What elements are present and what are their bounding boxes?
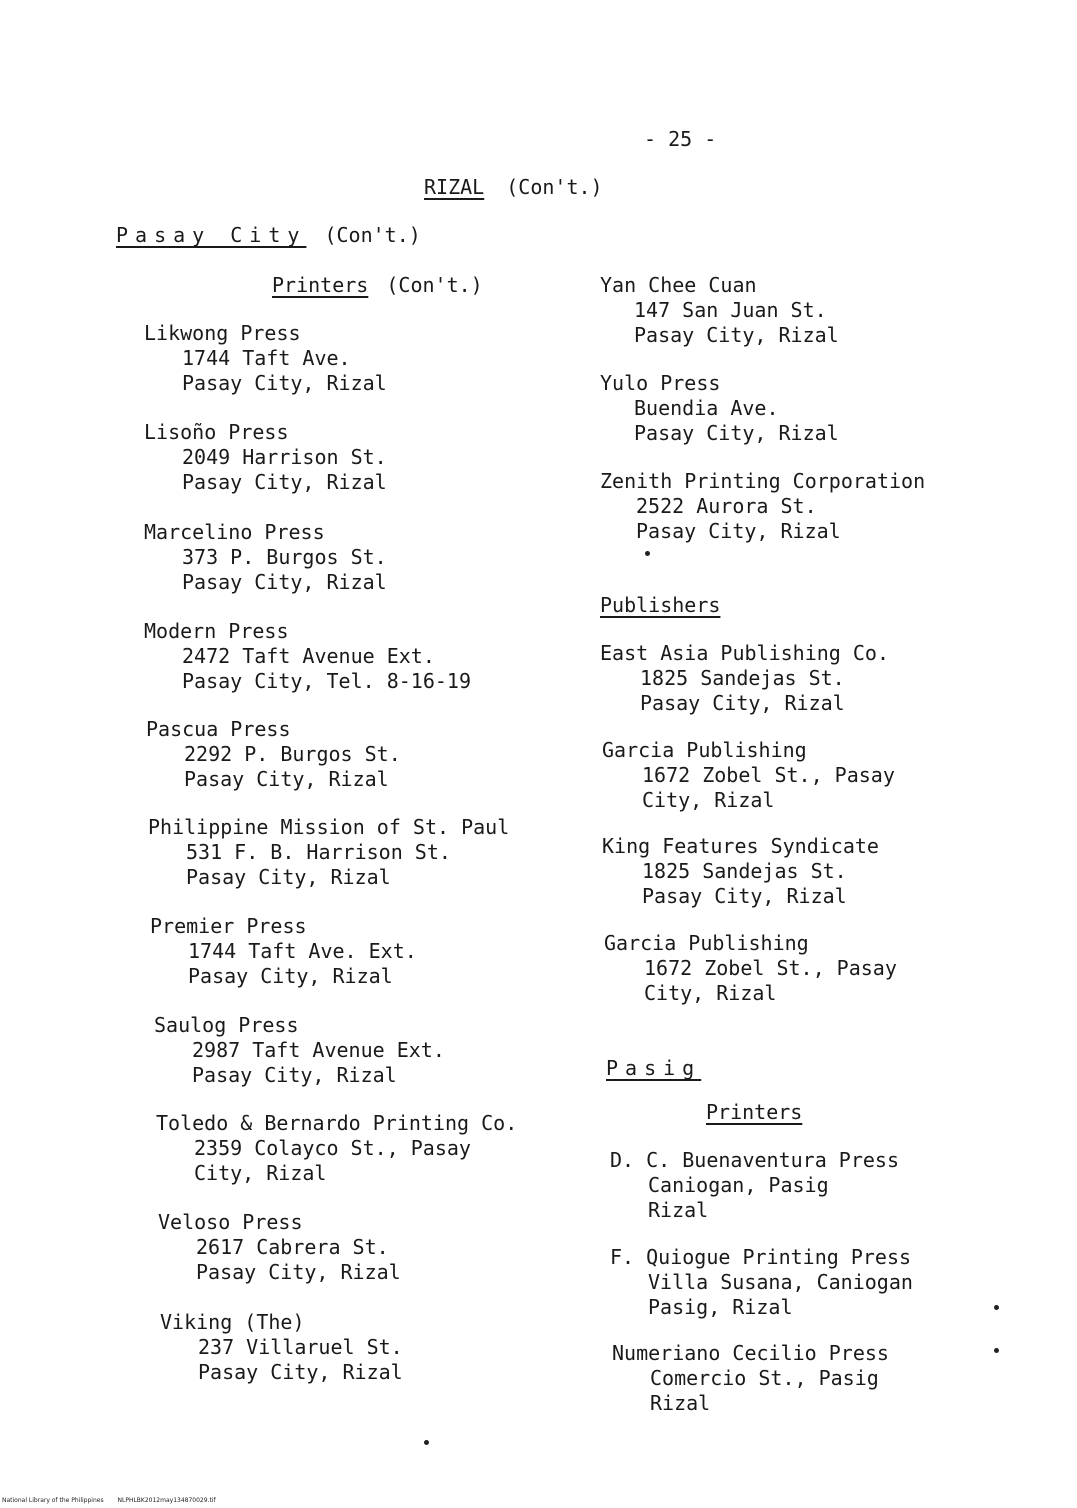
entry-city: Pasay City, Rizal (634, 421, 839, 445)
list-item (150, 914, 417, 989)
list-item (602, 834, 879, 909)
region-name: RIZAL (424, 175, 485, 199)
page-number: - 25 - (644, 127, 717, 151)
list-item (600, 371, 839, 446)
ink-speck (424, 1440, 429, 1445)
entry-address: 147 San Juan St. (634, 298, 827, 322)
list-item (156, 1111, 517, 1186)
entry-name: Lisoño Press (144, 420, 289, 444)
entry-name: Garcia Publishing (602, 738, 807, 762)
entry-address: 2617 Cabrera St. (196, 1235, 389, 1259)
entry-city: Pasay City, Rizal (182, 371, 387, 395)
entry-city: Pasay City, Tel. 8-16-19 (182, 669, 471, 693)
entry-address: 1825 Sandejas St. (640, 666, 845, 690)
entry-address: 531 F. B. Harrison St. (186, 840, 451, 864)
ink-speck (994, 1305, 999, 1310)
list-item (160, 1310, 403, 1385)
list-item (604, 931, 897, 1006)
entry-address: 2472 Taft Avenue Ext. (182, 644, 435, 668)
entry-address: 1744 Taft Ave. (182, 346, 351, 370)
entry-city: Pasay City, Rizal (182, 470, 387, 494)
entry-city: City, Rizal (642, 788, 775, 812)
list-item (144, 619, 471, 694)
entry-city: Pasay City, Rizal (634, 323, 839, 347)
entry-city: Rizal (650, 1391, 711, 1415)
entry-name: Garcia Publishing (604, 931, 809, 955)
entry-address: 2522 Aurora St. (636, 494, 817, 518)
entry-name: Toledo & Bernardo Printing Co. (156, 1111, 518, 1135)
list-item (612, 1341, 889, 1416)
pasig-printers-heading: Printers (706, 1100, 803, 1124)
city-heading (116, 223, 421, 247)
entry-city: Pasay City, Rizal (188, 964, 393, 988)
city-suffix: (Con't.) (324, 223, 421, 247)
printers-heading-suffix: (Con't.) (386, 273, 483, 297)
entry-name: Yulo Press (600, 371, 721, 395)
region-suffix: (Con't.) (506, 175, 603, 199)
entry-name: F. Quiogue Printing Press (610, 1245, 912, 1269)
entry-city: Pasay City, Rizal (182, 570, 387, 594)
region-heading (424, 175, 603, 199)
list-item (146, 717, 401, 792)
list-item (148, 815, 509, 890)
entry-name: Viking (The) (160, 1310, 305, 1334)
entry-name: Likwong Press (144, 321, 301, 345)
scan-footer (2, 1497, 228, 1504)
list-item (600, 469, 925, 544)
list-item (158, 1210, 401, 1285)
entry-city: Pasay City, Rizal (186, 865, 391, 889)
entry-address: Comercio St., Pasig (650, 1366, 879, 1390)
entry-address: 2292 P. Burgos St. (184, 742, 401, 766)
entry-name: Zenith Printing Corporation (600, 469, 926, 493)
entry-name: D. C. Buenaventura Press (610, 1148, 899, 1172)
entry-address: Villa Susana, Caniogan (648, 1270, 913, 1294)
entry-address: 2049 Harrison St. (182, 445, 387, 469)
entry-city: Pasay City, Rizal (198, 1360, 403, 1384)
entry-name: Saulog Press (154, 1013, 299, 1037)
entry-address: 2359 Colayco St., Pasay (194, 1136, 471, 1160)
entry-city: Pasay City, Rizal (192, 1063, 397, 1087)
entry-address: 1672 Zobel St., Pasay (642, 763, 895, 787)
pasig-heading: Pasig (606, 1056, 702, 1080)
printers-heading-label: Printers (272, 273, 369, 297)
entry-address: 1672 Zobel St., Pasay (644, 956, 897, 980)
entry-name: Yan Chee Cuan (600, 273, 757, 297)
entry-name: Premier Press (150, 914, 307, 938)
publishers-heading: Publishers (600, 593, 721, 617)
entry-address: 1825 Sandejas St. (642, 859, 847, 883)
entry-city: Pasay City, Rizal (636, 519, 841, 543)
list-item (610, 1245, 913, 1320)
entry-name: Numeriano Cecilio Press (612, 1341, 889, 1365)
entry-address: 1744 Taft Ave. Ext. (188, 939, 417, 963)
entry-city: Pasig, Rizal (648, 1295, 793, 1319)
city-name: Pasay City (116, 223, 307, 247)
entry-name: East Asia Publishing Co. (600, 641, 889, 665)
list-item (144, 420, 387, 495)
entry-name: Veloso Press (158, 1210, 303, 1234)
entry-name: Modern Press (144, 619, 289, 643)
entry-city: Pasay City, Rizal (642, 884, 847, 908)
list-item (610, 1148, 899, 1223)
entry-address: Caniogan, Pasig (648, 1173, 829, 1197)
entry-city: Rizal (648, 1198, 709, 1222)
entry-name: Philippine Mission of St. Paul (148, 815, 510, 839)
entry-city: Pasay City, Rizal (196, 1260, 401, 1284)
entry-name: Marcelino Press (144, 520, 325, 544)
footer-library: National Library of the Philippines (2, 1497, 104, 1504)
entry-address: 2987 Taft Avenue Ext. (192, 1038, 445, 1062)
list-item (154, 1013, 445, 1088)
entry-address: 237 Villaruel St. (198, 1335, 403, 1359)
entry-city: City, Rizal (194, 1161, 327, 1185)
entry-city: Pasay City, Rizal (640, 691, 845, 715)
entry-address: 373 P. Burgos St. (182, 545, 387, 569)
list-item (600, 273, 839, 348)
entry-name: Pascua Press (146, 717, 291, 741)
list-item (144, 520, 387, 595)
entry-city: Pasay City, Rizal (184, 767, 389, 791)
entry-address: Buendia Ave. (634, 396, 779, 420)
list-item (144, 321, 387, 396)
entry-name: King Features Syndicate (602, 834, 879, 858)
ink-speck (645, 551, 650, 556)
ink-speck (994, 1348, 999, 1353)
list-item (602, 738, 895, 813)
printers-heading (272, 273, 483, 297)
footer-file: NLPHLBK2012may134870029.tif (117, 1497, 216, 1504)
entry-city: City, Rizal (644, 981, 777, 1005)
list-item (600, 641, 889, 716)
